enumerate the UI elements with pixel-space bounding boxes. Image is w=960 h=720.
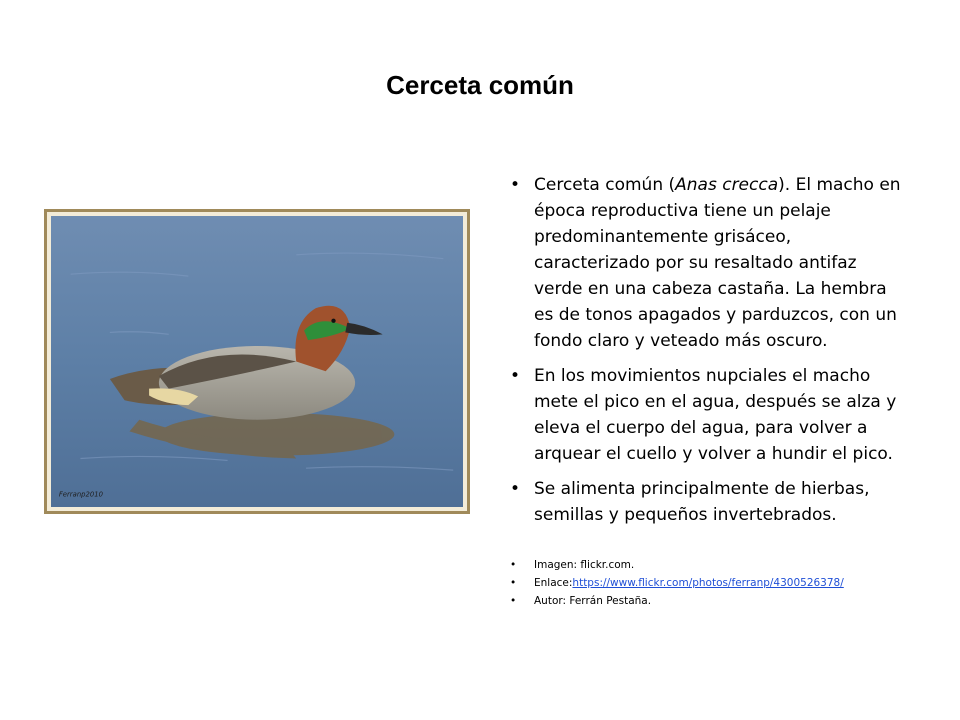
bullet-courtship: • En los movimientos nupciales el macho mete el pico en el agua, después se alza y eleva el cuerpo del agua, para volver a arquear el cuello y volver a hundir el pico. (510, 363, 905, 467)
bullet-icon: • (510, 559, 517, 571)
bullet-icon: • (510, 366, 521, 386)
slide-title: Cerceta común (386, 70, 574, 100)
bullet-diet: • Se alimenta principalmente de hierbas, semillas y pequeños invertebrados. (510, 476, 905, 528)
teal-duck-illustration (51, 216, 463, 507)
photo-watermark: Ferranp2010 (58, 490, 103, 499)
description-list (510, 172, 905, 537)
bullet-icon: • (510, 175, 521, 195)
duck-eye (331, 319, 335, 323)
credits-list (510, 556, 910, 610)
bullet-description: • Cerceta común (Anas crecca). El macho en época reproductiva tiene un pelaje predominantemente grisáceo, caracterizado por su resaltado antifaz verde en una cabeza castaña. La hembra es de tonos apagados y parduzcos, con un fondo claro y veteado más oscuro. (510, 172, 905, 354)
credit-image: • Imagen: flickr.com. (510, 556, 910, 574)
bullet-icon: • (510, 595, 517, 607)
credit-author: • Autor: Ferrán Pestaña. (510, 592, 910, 610)
flickr-link[interactable]: https://www.flickr.com/photos/ferranp/4300526378/ (572, 577, 844, 589)
bullet-icon: • (510, 577, 517, 589)
bullet-icon: • (510, 479, 521, 499)
credit-link: • Enlace:https://www.flickr.com/photos/ferranp/4300526378/ (510, 574, 910, 592)
duck-photo (44, 209, 470, 514)
